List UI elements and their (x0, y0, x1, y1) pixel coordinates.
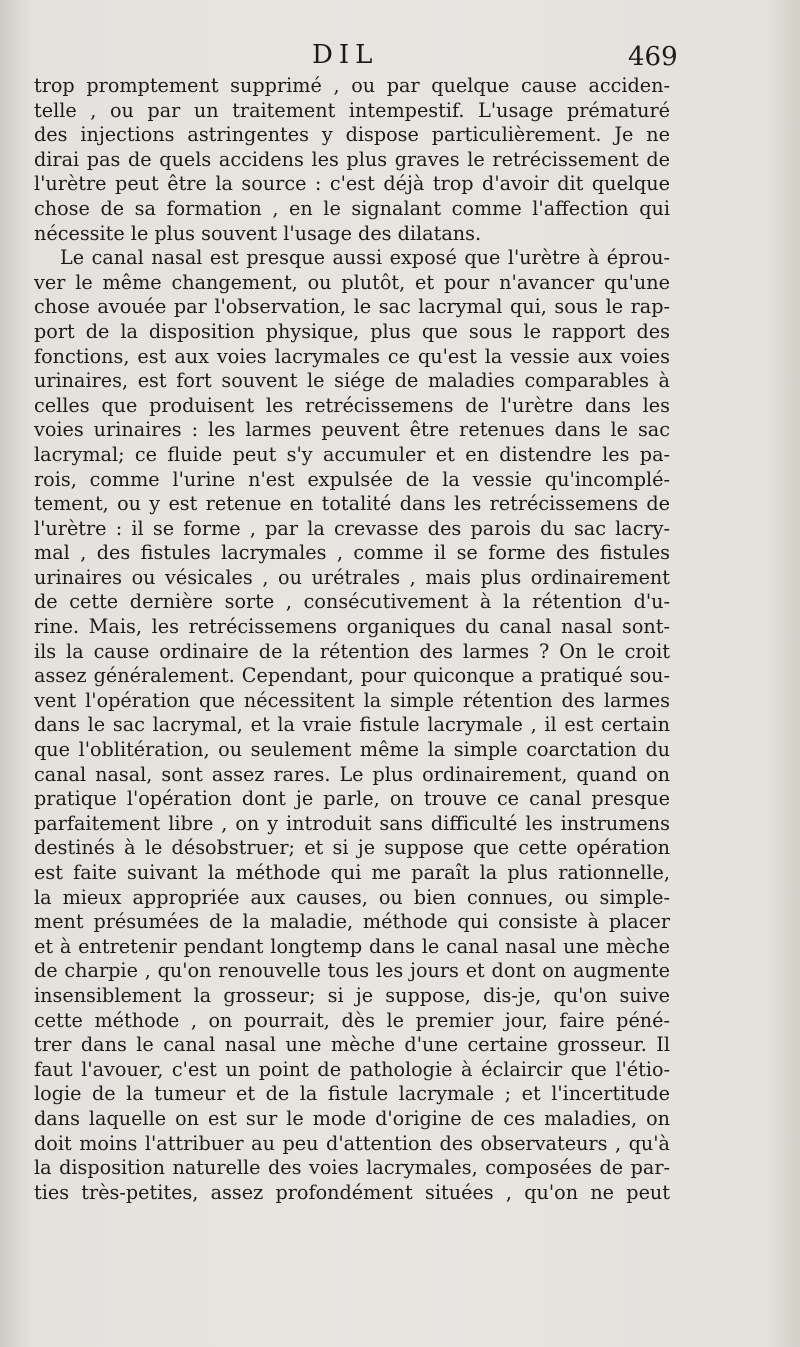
text-line: vent l'opération que nécessitent la simple rétention des larmes (34, 688, 670, 712)
text-line: ver le même changement, ou plutôt, et pour n'avancer qu'une (34, 270, 670, 294)
text-line: dirai pas de quels accidens les plus graves le retrécissement de (34, 147, 670, 171)
page-header (0, 38, 800, 78)
text-line: trer dans le canal nasal une mèche d'une certaine grosseur. Il (34, 1033, 670, 1057)
text-line: mal , des fistules lacrymales , comme il se forme des fistules (34, 541, 670, 565)
text-line: la mieux appropriée aux causes, ou bien connues, ou simple- (34, 885, 670, 909)
text-line: dans le sac lacrymal, et la vraie fistule lacrymale , il est certain (34, 713, 670, 737)
text-line: lacrymal; ce fluide peut s'y accumuler et en distendre les pa- (34, 442, 670, 466)
text-line: est faite suivant la méthode qui me paraît la plus rationnelle, (34, 861, 670, 884)
text-line: que l'oblitération, ou seulement même la simple coarctation du (34, 738, 670, 762)
running-title: DIL (312, 40, 379, 70)
text-line: chose avouée par l'observation, le sac lacrymal qui, sous le rap- (34, 295, 670, 319)
text-line: telle , ou par un traitement intempestif. L'usage prématuré (34, 98, 670, 122)
text-line: rine. Mais, les retrécissemens organiques du canal nasal sont- (34, 615, 670, 639)
text-line: nécessite le plus souvent l'usage des dilatans. (34, 221, 482, 245)
text-line: Le canal nasal est presque aussi exposé que l'urètre à éprou- (60, 246, 670, 270)
text-line: fonctions, est aux voies lacrymales ce qu'est la vessie aux voies (34, 344, 670, 368)
text-line: l'urètre : il se forme , par la crevasse des parois du sac lacry- (34, 516, 670, 540)
text-line: l'urètre peut être la source : c'est déjà trop d'avoir dit quelque (34, 172, 670, 196)
text-line: insensiblement la grosseur; si je suppose, dis-je, qu'on suive (34, 983, 670, 1007)
text-line: dans laquelle on est sur le mode d'origine de ces maladies, on (34, 1106, 670, 1130)
text-line: tement, ou y est retenue en totalité dans les retrécissemens de (34, 492, 670, 516)
text-line: celles que produisent les retrécissemens de l'urètre dans les (34, 393, 670, 417)
text-line: et à entretenir pendant longtemp dans le canal nasal une mèche (34, 934, 670, 958)
text-line: trop promptement supprimé , ou par quelque cause acciden- (34, 74, 670, 97)
text-line: faut l'avouer, c'est un point de pathologie à éclaircir que l'étio- (34, 1057, 670, 1081)
text-line: rois, comme l'urine n'est expulsée de la vessie qu'incomplé- (34, 467, 670, 491)
text-line: ment présumées de la maladie, méthode qui consiste à placer (34, 910, 670, 934)
text-line: ties très-petites, assez profondément situées , qu'on ne peut (34, 1180, 670, 1204)
text-line: urinaires ou vésicales , ou urétrales , mais plus ordinairement (34, 565, 670, 589)
text-line: ils la cause ordinaire de la rétention des larmes ? On le croit (34, 639, 670, 663)
text-line: des injections astringentes y dispose particulièrement. Je ne (34, 123, 670, 147)
text-line: parfaitement libre , on y introduit sans difficulté les instrumens (34, 811, 670, 835)
text-line: pratique l'opération dont je parle, on trouve ce canal presque (34, 787, 670, 811)
text-line: doit moins l'attribuer au peu d'attention des observateurs , qu'à (34, 1131, 670, 1155)
text-line: voies urinaires : les larmes peuvent être retenues dans le sac (34, 418, 670, 442)
text-line: de cette dernière sorte , consécutivement à la rétention d'u- (34, 590, 670, 614)
text-line: cette méthode , on pourrait, dès le premier jour, faire péné- (34, 1008, 670, 1032)
text-line: chose de sa formation , en le signalant comme l'affection qui (34, 196, 670, 220)
text-line: la disposition naturelle des voies lacrymales, composées de par- (34, 1156, 670, 1180)
body-text (34, 74, 670, 1205)
text-line: destinés à le désobstruer; et si je suppose que cette opération (34, 836, 670, 860)
text-line: assez généralement. Cependant, pour quiconque a pratiqué sou- (34, 664, 670, 688)
page-number: 469 (628, 42, 678, 72)
text-line: urinaires, est fort souvent le siége de maladies comparables à (34, 369, 670, 393)
text-line: de charpie , qu'on renouvelle tous les jours et dont on augmente (34, 959, 670, 983)
text-line: canal nasal, sont assez rares. Le plus ordinairement, quand on (34, 762, 670, 786)
text-line: port de la disposition physique, plus que sous le rapport des (34, 319, 670, 343)
text-line: logie de la tumeur et de la fistule lacrymale ; et l'incertitude (34, 1082, 670, 1106)
